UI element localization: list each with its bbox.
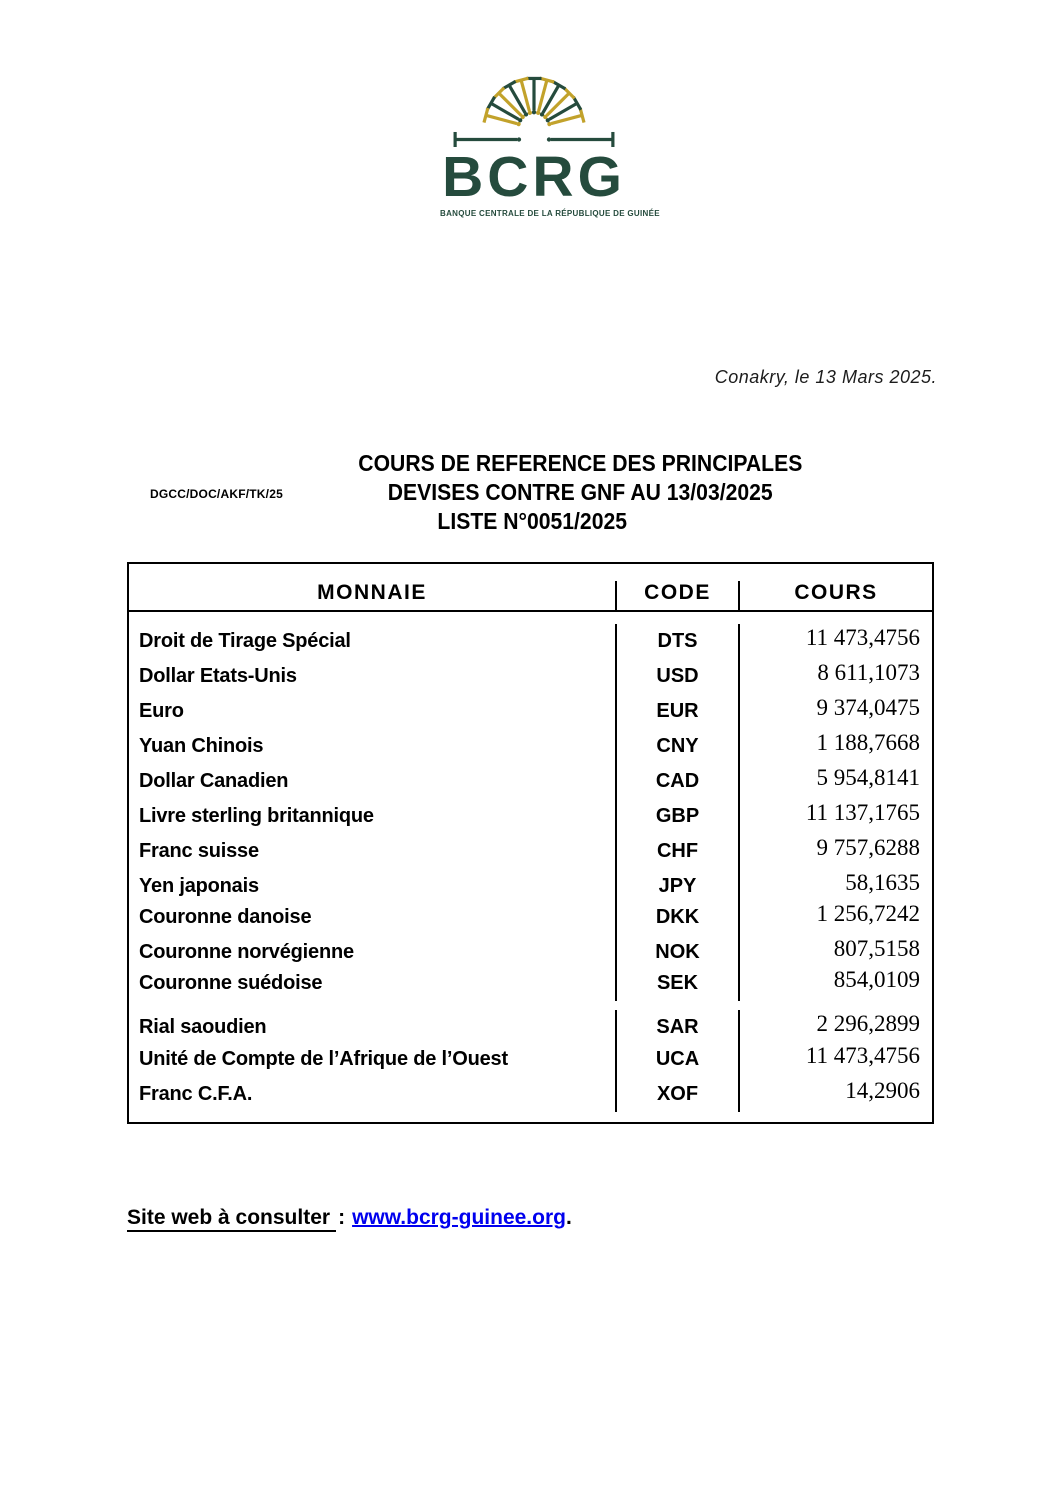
logo-tagline: BANQUE CENTRALE DE LA RÉPUBLIQUE DE GUINÉE xyxy=(440,209,660,219)
currency-code: DTS xyxy=(615,624,740,659)
bcrg-sunburst-icon xyxy=(440,70,628,147)
currency-rate: 11 137,1765 xyxy=(805,799,920,825)
currency-code: SEK xyxy=(615,966,740,1001)
currency-code: USD xyxy=(615,659,740,694)
currency-name: Euro xyxy=(139,700,184,722)
currency-rate: 14,2906 xyxy=(845,1077,920,1103)
currency-code: NOK xyxy=(615,935,740,970)
logo-acronym: BCRG xyxy=(442,145,626,209)
currency-rate: 58,1635 xyxy=(845,869,920,895)
currency-name: Franc C.F.A. xyxy=(139,1083,253,1105)
currency-code: CNY xyxy=(615,729,740,764)
currency-code: JPY xyxy=(615,869,740,904)
currency-name: Couronne danoise xyxy=(139,906,312,928)
bcrg-logo xyxy=(440,70,660,219)
currency-code: SAR xyxy=(615,1010,740,1045)
currency-code: GBP xyxy=(615,799,740,834)
currency-rate: 807,5158 xyxy=(833,935,920,961)
currency-rate: 11 473,4756 xyxy=(805,624,920,650)
table-row xyxy=(129,1077,932,1112)
currency-rate: 1 188,7668 xyxy=(816,729,920,755)
table-row xyxy=(129,659,932,694)
rates-table xyxy=(127,562,934,1124)
currency-name: Dollar Canadien xyxy=(139,770,289,792)
currency-code: DKK xyxy=(615,900,740,935)
title-line-2: DEVISES CONTRE GNF AU 13/03/2025 xyxy=(387,479,773,505)
title-line-1: COURS DE REFERENCE DES PRINCIPALES xyxy=(357,450,803,476)
currency-name: Unité de Compte de l’Afrique de l’Ouest xyxy=(139,1048,508,1070)
website-note xyxy=(127,1206,572,1230)
table-row xyxy=(129,966,932,1001)
currency-code: CHF xyxy=(615,834,740,869)
currency-name: Dollar Etats-Unis xyxy=(139,665,297,687)
website-link[interactable]: www.bcrg-guinee.org xyxy=(352,1206,566,1229)
table-row xyxy=(129,834,932,869)
rates-table-header xyxy=(129,564,932,612)
table-row xyxy=(129,624,932,659)
currency-name: Yen japonais xyxy=(139,875,259,897)
currency-rate: 854,0109 xyxy=(833,966,920,992)
document-title xyxy=(277,449,883,536)
table-row xyxy=(129,694,932,729)
title-line-3: LISTE N°0051/2025 xyxy=(437,508,627,534)
date-line: Conakry, le 13 Mars 2025. xyxy=(714,367,937,387)
col-header-cours: COURS xyxy=(794,581,878,604)
currency-name: Couronne norvégienne xyxy=(139,941,354,963)
table-row xyxy=(129,764,932,799)
currency-name: Rial saoudien xyxy=(139,1016,267,1038)
currency-code: UCA xyxy=(615,1042,740,1077)
currency-name: Couronne suédoise xyxy=(139,972,323,994)
currency-rate: 11 473,4756 xyxy=(805,1042,920,1068)
currency-rate: 2 296,2899 xyxy=(816,1010,920,1036)
rates-table-body xyxy=(129,612,932,1122)
currency-rate: 8 611,1073 xyxy=(817,659,920,685)
currency-code: EUR xyxy=(615,694,740,729)
col-header-code: CODE xyxy=(615,581,740,610)
table-row xyxy=(129,729,932,764)
sentence-period: . xyxy=(565,1206,572,1229)
table-row xyxy=(129,900,932,935)
currency-rate: 9 374,0475 xyxy=(816,694,920,720)
currency-rate: 1 256,7242 xyxy=(816,900,920,926)
table-row xyxy=(129,799,932,834)
table-row xyxy=(129,1042,932,1077)
currency-rate: 9 757,6288 xyxy=(816,834,920,860)
currency-name: Droit de Tirage Spécial xyxy=(139,630,351,652)
currency-code: CAD xyxy=(615,764,740,799)
currency-rate: 5 954,8141 xyxy=(816,764,920,790)
currency-code: XOF xyxy=(615,1077,740,1112)
col-header-monnaie: MONNAIE xyxy=(317,581,427,604)
currency-name: Franc suisse xyxy=(139,840,259,862)
website-label: Site web à consulter xyxy=(127,1206,336,1232)
currency-name: Livre sterling britannique xyxy=(139,805,374,827)
document-reference: DGCC/DOC/AKF/TK/25 xyxy=(150,487,283,501)
currency-name: Yuan Chinois xyxy=(139,735,264,757)
colon-separator: : xyxy=(338,1206,346,1229)
